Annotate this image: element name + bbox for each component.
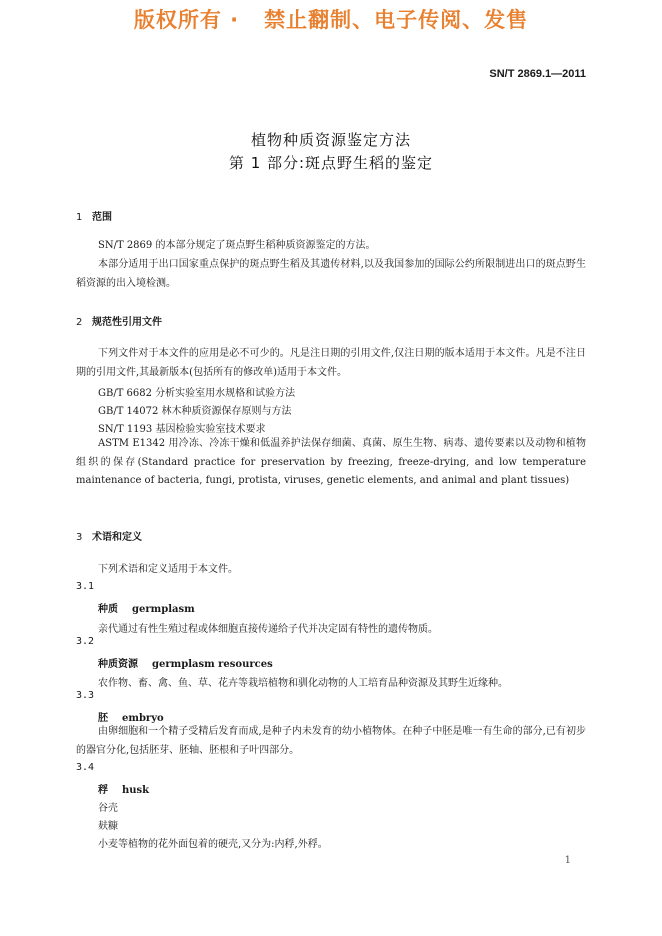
term-zh: 种质 <box>98 604 118 615</box>
reference-item-astm: ASTM E1342 用冷冻、冷冻干燥和低温养护法保存细菌、真菌、原生生物、病毒、遗传要素以及动物和植物组织的保存(Standard practice for preservation by freezing, freeze-drying, and low temperature maintenance of bacteria, fungi, protista, viruses, genetic elements, and animal and plant tissues) <box>76 438 586 486</box>
term-en: germplasm resources <box>152 659 273 670</box>
section-heading-scope <box>76 208 112 223</box>
reference-item: SN/T 1193 基因检验实验室技术要求 <box>98 424 266 435</box>
document-subtitle: 第 1 部分:斑点野生稻的鉴定 <box>228 154 434 172</box>
watermark-banner: 版权所有 · 禁止翻制、电子传阅、发售 <box>133 8 529 32</box>
paragraph: 下列文件对于本文件的应用是必不可少的。凡是注日期的引用文件,仅注日期的版本适用于本文件。凡是不注日期的引用文件,其最新版本(包括所有的修改单)适用于本文件。 <box>76 348 586 378</box>
section-title: 术语和定义 <box>92 532 142 543</box>
term-number: 3.3 <box>76 690 95 701</box>
paragraph: SN/T 2869 的本部分规定了斑点野生稻种质资源鉴定的方法。 <box>98 240 376 251</box>
term-number: 3.4 <box>76 762 95 773</box>
term-zh: 胚 <box>98 713 108 724</box>
term-definition: 由卵细胞和一个精子受精后发育而成,是种子内未发育的幼小植物体。在种子中胚是唯一有生命的部分,已有初步的器官分化,包括胚芽、胚轴、胚根和子叶四部分。 <box>76 726 586 756</box>
paragraph: 下列术语和定义适用于本文件。 <box>98 564 238 575</box>
term-title <box>98 600 195 615</box>
reference-item: GB/T 6682 分析实验室用水规格和试验方法 <box>98 388 296 399</box>
term-en: embryo <box>122 713 164 724</box>
term-title <box>98 709 164 724</box>
term-title <box>98 655 273 670</box>
term-en: husk <box>122 785 150 796</box>
reference-item: GB/T 14072 林木种质资源保存原则与方法 <box>98 406 292 417</box>
section-title: 规范性引用文件 <box>92 317 162 328</box>
term-title <box>98 781 149 796</box>
page-number: 1 <box>564 855 571 866</box>
term-synonym: 麸糠 <box>98 821 118 832</box>
term-number: 3.2 <box>76 636 95 647</box>
term-definition: 亲代通过有性生殖过程或体细胞直接传递给子代并决定固有特性的遗传物质。 <box>98 624 438 635</box>
section-title: 范围 <box>92 212 112 223</box>
section-number: 3 <box>76 532 83 543</box>
term-zh: 稃 <box>98 785 108 796</box>
section-heading-terms <box>76 528 142 543</box>
section-number: 1 <box>76 212 83 223</box>
term-en: germplasm <box>132 604 195 615</box>
paragraph: 本部分适用于出口国家重点保护的斑点野生稻及其遗传材料,以及我国参加的国际公约所限制进出口的斑点野生稻资源的出入境检测。 <box>76 259 586 289</box>
term-definition: 农作物、畜、禽、鱼、草、花卉等栽培植物和驯化动物的人工培育品种资源及其野生近缘种。 <box>98 678 508 689</box>
section-number: 2 <box>76 317 83 328</box>
term-number: 3.1 <box>76 581 95 592</box>
term-synonym: 谷壳 <box>98 803 118 814</box>
term-definition: 小麦等植物的花外面包着的硬壳,又分为:内稃,外稃。 <box>98 839 328 850</box>
standard-code: SN/T 2869.1—2011 <box>489 68 586 80</box>
term-zh: 种质资源 <box>98 659 138 670</box>
document-title: 植物种质资源鉴定方法 <box>250 131 411 149</box>
section-heading-normative-references <box>76 313 162 328</box>
